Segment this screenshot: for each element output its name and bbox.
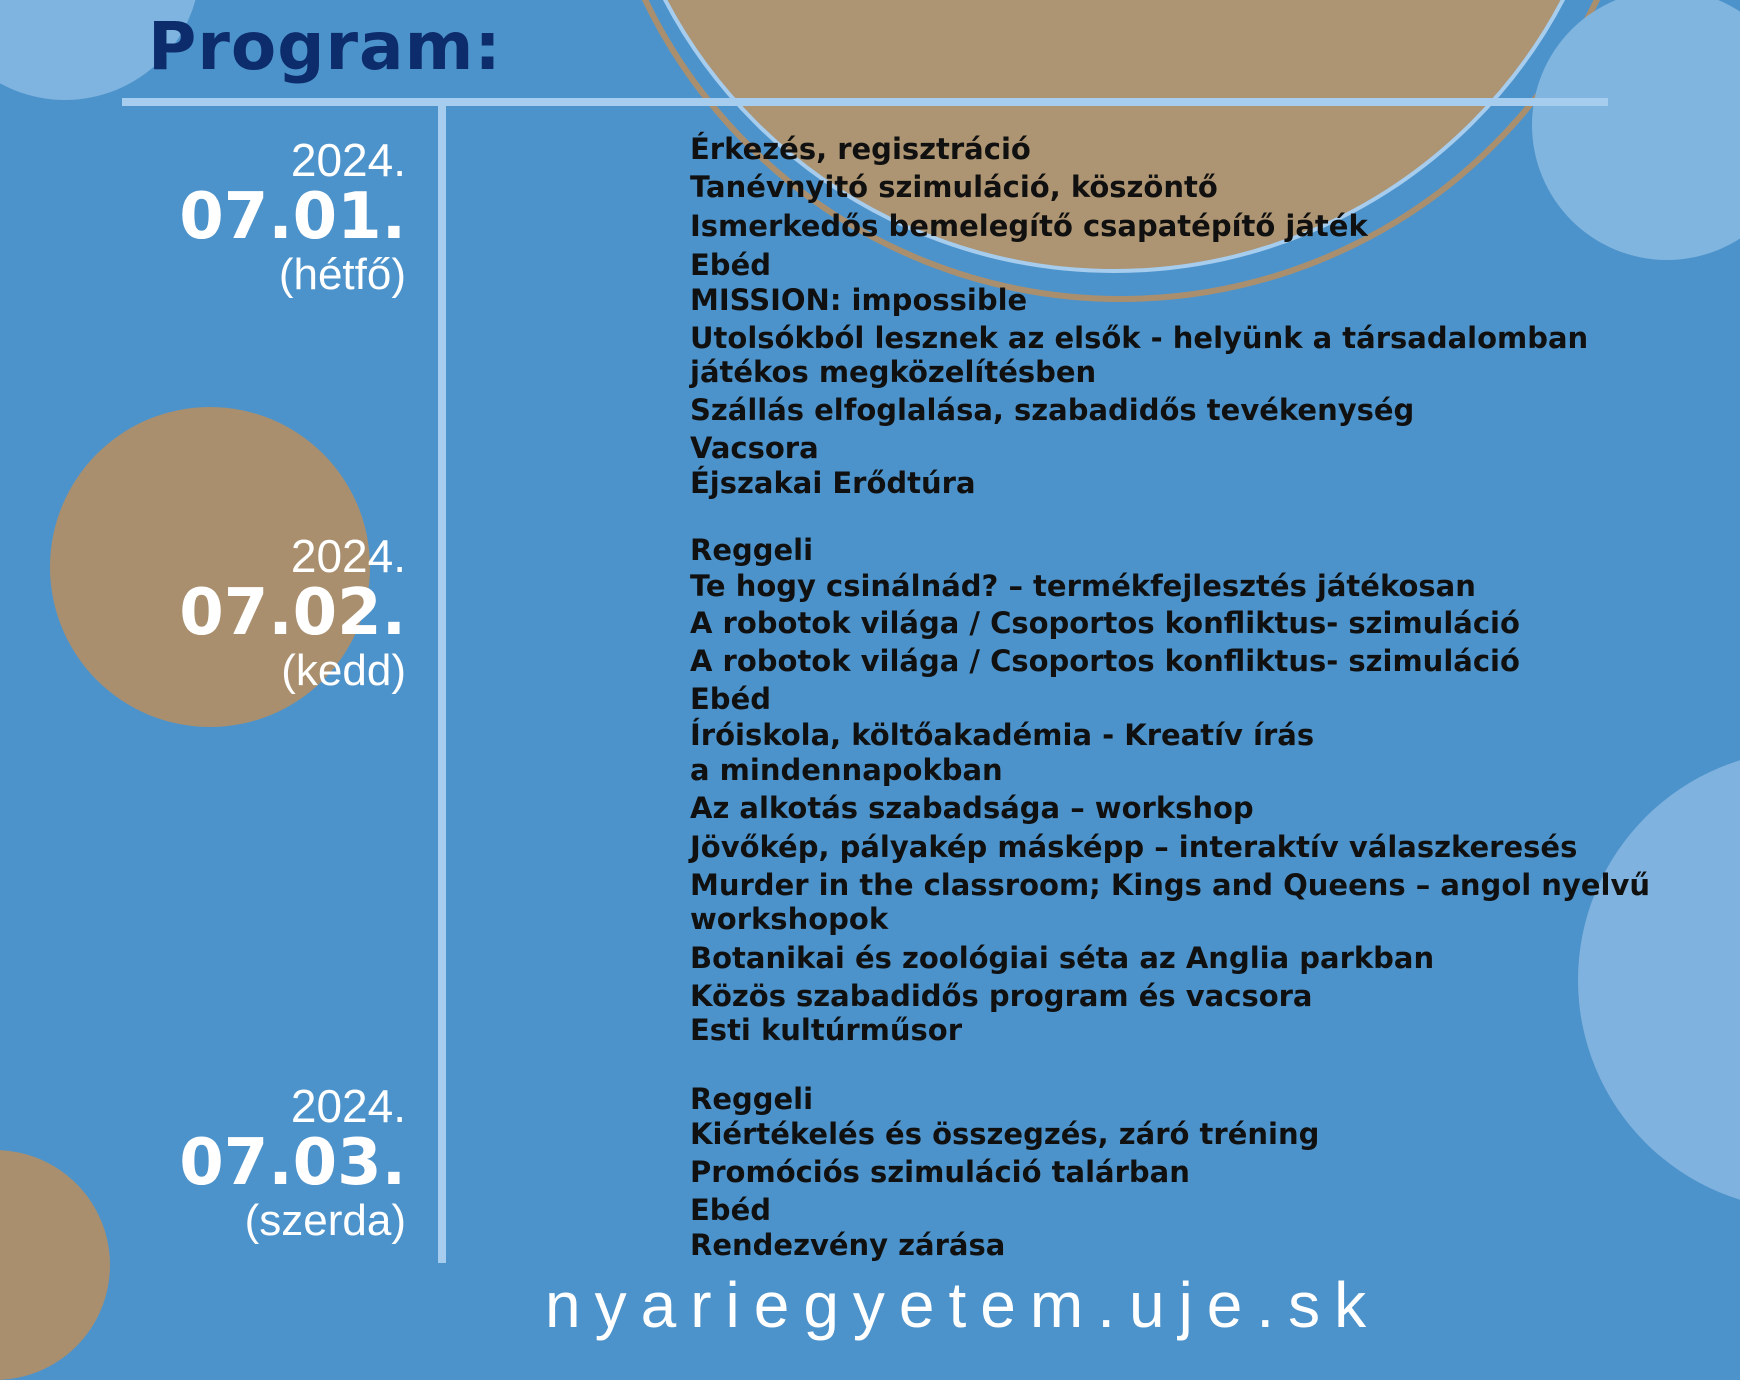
row-activity: Tanévnyitó szimuláció, köszöntő [690, 170, 1218, 204]
row-activity: Reggeli [690, 1082, 814, 1116]
row-activity: Reggeli [690, 533, 814, 567]
row-activity: A robotok világa / Csoportos konfliktus- szimuláció [690, 644, 1520, 678]
row-activity: Promóciós szimuláció talárban [690, 1155, 1190, 1189]
row-activity: Esti kultúrműsor [690, 1013, 963, 1047]
row-activity: MISSION: impossible [690, 283, 1028, 317]
row-activity: Te hogy csinálnád? – termékfejlesztés játékosan [690, 569, 1476, 603]
footer-website: nyariegyetem.uje.sk [545, 1269, 1381, 1341]
row-activity: Közös szabadidős program és vacsora [690, 979, 1313, 1013]
row-activity: Ebéd [690, 682, 771, 716]
date-weekday: (kedd) [281, 646, 406, 695]
date-day: 07.03. [179, 1126, 406, 1200]
vertical-divider [438, 98, 446, 1263]
row-activity: Íróiskola, költőakadémia - Kreatív írás [690, 718, 1315, 752]
date-year: 2024. [290, 530, 406, 582]
date-year: 2024. [290, 134, 406, 186]
date-year: 2024. [290, 1080, 406, 1132]
row-activity: Ebéd [690, 248, 771, 282]
date-weekday: (szerda) [244, 1196, 406, 1245]
row-activity: játékos megközelítésben [690, 355, 1097, 389]
row-activity: Érkezés, regisztráció [690, 132, 1031, 166]
horizontal-divider [122, 98, 1608, 106]
row-activity: a mindennapokban [690, 753, 1003, 787]
row-activity: Jövőkép, pályakép másképp – interaktív válaszkeresés [690, 830, 1578, 864]
row-activity: Rendezvény zárása [690, 1228, 1006, 1262]
row-activity: Botanikai és zoológiai séta az Anglia parkban [690, 941, 1435, 975]
decor-circle-bottom-left [0, 1150, 110, 1380]
row-activity: Szállás elfoglalása, szabadidős tevékenység [690, 393, 1415, 427]
date-weekday: (hétfő) [278, 250, 406, 299]
day-date-block [179, 532, 406, 696]
date-day: 07.01. [179, 180, 406, 254]
day-date-block [179, 1082, 406, 1246]
row-activity: workshopok [690, 902, 889, 936]
row-activity: Ebéd [690, 1193, 771, 1227]
row-activity: Vacsora [690, 431, 819, 465]
day-date-block [179, 136, 406, 300]
date-day: 07.02. [179, 576, 406, 650]
row-activity: Az alkotás szabadsága – workshop [690, 791, 1254, 825]
row-activity: Murder in the classroom; Kings and Queens – angol nyelvű [690, 868, 1650, 902]
row-activity: Utolsókból lesznek az elsők - helyünk a társadalomban [690, 321, 1589, 355]
row-activity: Kiértékelés és összegzés, záró tréning [690, 1117, 1320, 1151]
page-title: Program: [148, 8, 502, 85]
row-activity: Éjszakai Erődtúra [690, 466, 976, 500]
row-activity: Ismerkedős bemelegítő csapatépítő játék [690, 209, 1368, 243]
row-activity: A robotok világa / Csoportos konfliktus- szimuláció [690, 606, 1520, 640]
